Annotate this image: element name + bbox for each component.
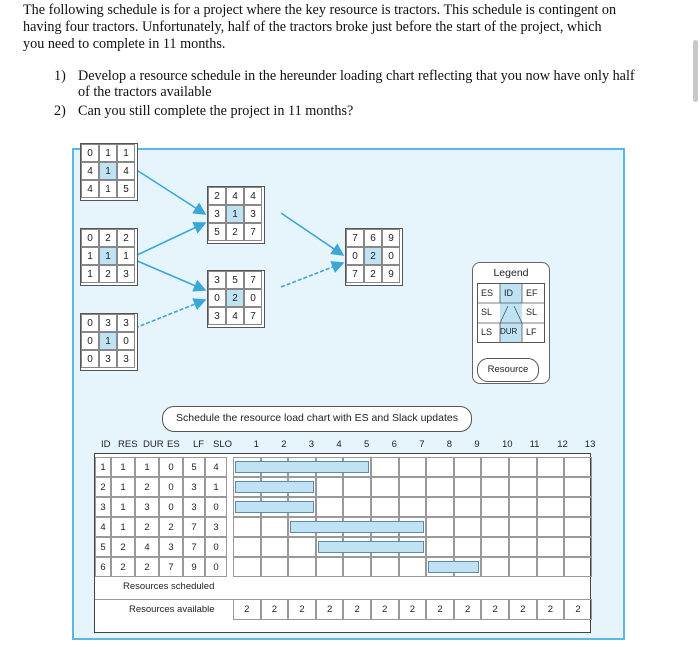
legend-dur: DUR [500, 327, 518, 336]
resource-available-cell: 2 [454, 599, 482, 620]
table-cell-lf: 9 [183, 557, 205, 577]
node-cell: 4 [81, 180, 99, 198]
legend-resource: Resource [477, 358, 539, 382]
grid-cell[interactable] [454, 457, 482, 477]
table-cell-es: 0 [159, 457, 183, 477]
grid-cell[interactable] [399, 477, 427, 497]
col-header-lf: LF [193, 439, 205, 450]
node-6 [345, 228, 403, 286]
node-cell: 0 [346, 247, 364, 265]
node-cell: 1 [226, 205, 244, 223]
node-cell: 0 [81, 314, 99, 332]
table-cell-dur: 3 [135, 497, 159, 517]
grid-cell[interactable] [564, 537, 592, 557]
grid-cell[interactable] [537, 477, 565, 497]
table-cell-id: 4 [95, 517, 111, 537]
node-cell: 0 [81, 332, 99, 350]
col-header-res: RES [118, 439, 138, 450]
intro-line: you need to complete in 11 months. [23, 36, 226, 52]
grid-cell[interactable] [454, 517, 482, 537]
grid-cell[interactable] [509, 457, 537, 477]
grid-cell[interactable] [454, 497, 482, 517]
grid-cell[interactable] [288, 557, 316, 577]
period-header: 9 [474, 439, 480, 450]
node-cell: 1 [81, 265, 99, 283]
resource-available-cell: 2 [537, 599, 565, 620]
period-header: 4 [336, 439, 342, 450]
table-cell-dur: 2 [135, 477, 159, 497]
grid-cell[interactable] [288, 537, 316, 557]
legend-sl-left: SL [481, 307, 493, 317]
grid-cell[interactable] [481, 497, 509, 517]
resource-available-cell: 2 [343, 599, 371, 620]
table-cell-res: 1 [111, 457, 135, 477]
table-cell-lf: 3 [183, 477, 205, 497]
grid-cell[interactable] [261, 517, 289, 537]
grid-cell[interactable] [343, 477, 371, 497]
node-cell: 3 [244, 205, 262, 223]
arrow-2-4 [135, 223, 205, 256]
table-cell-res: 1 [111, 497, 135, 517]
period-header: 5 [364, 439, 370, 450]
period-header: 10 [502, 439, 513, 450]
table-cell-es: 0 [159, 477, 183, 497]
grid-cell[interactable] [261, 557, 289, 577]
legend-title: Legend [493, 267, 529, 279]
grid-cell[interactable] [261, 537, 289, 557]
grid-cell[interactable] [399, 557, 427, 577]
grid-cell[interactable] [343, 557, 371, 577]
node-cell: 3 [99, 350, 117, 368]
node-cell: 5 [117, 180, 135, 198]
legend-lf: LF [526, 327, 537, 337]
resource-available-cell: 2 [288, 599, 316, 620]
activity-bar-1 [235, 461, 369, 473]
grid-cell[interactable] [371, 557, 399, 577]
node-cell: 2 [364, 265, 382, 283]
activity-bar-4 [290, 521, 424, 533]
grid-cell[interactable] [509, 557, 537, 577]
grid-cell[interactable] [454, 537, 482, 557]
arrow-3-5 [135, 300, 205, 328]
table-cell-lf: 5 [183, 457, 205, 477]
node-cell: 0 [81, 229, 99, 247]
grid-cell[interactable] [316, 477, 344, 497]
resource-available-cell: 2 [233, 599, 261, 620]
arrow-2-5 [135, 260, 205, 290]
grid-cell[interactable] [509, 517, 537, 537]
period-header: 6 [391, 439, 397, 450]
node-cell: 3 [117, 265, 135, 283]
grid-cell[interactable] [343, 497, 371, 517]
node-cell: 1 [117, 247, 135, 265]
intro-line: The following schedule is for a project where the key resource is tractors. This schedule is contingent on [23, 2, 617, 18]
grid-cell[interactable] [509, 537, 537, 557]
table-cell-es: 0 [159, 497, 183, 517]
node-2 [80, 228, 138, 286]
node-cell: 2 [226, 223, 244, 241]
node-cell: 2 [117, 229, 135, 247]
table-cell-id: 1 [95, 457, 111, 477]
table-cell-res: 2 [111, 537, 135, 557]
activity-bar-6 [428, 561, 479, 573]
table-cell-slo: 4 [205, 457, 227, 477]
node-cell: 2 [99, 229, 117, 247]
grid-cell[interactable] [481, 517, 509, 537]
grid-cell[interactable] [233, 557, 261, 577]
grid-cell[interactable] [399, 497, 427, 517]
resource-available-cell: 2 [509, 599, 537, 620]
grid-cell[interactable] [426, 517, 454, 537]
period-header: 11 [529, 439, 540, 450]
activity-bar-5 [318, 541, 424, 553]
table-cell-lf: 7 [183, 537, 205, 557]
grid-cell[interactable] [509, 477, 537, 497]
table-cell-lf: 3 [183, 497, 205, 517]
resources-scheduled-label: Resources scheduled [123, 581, 215, 592]
table-cell-dur: 2 [135, 517, 159, 537]
resource-load-chart [94, 453, 591, 633]
table-cell-id: 3 [95, 497, 111, 517]
resource-available-cell: 2 [426, 599, 454, 620]
col-header-es: ES [167, 439, 180, 450]
table-cell-id: 6 [95, 557, 111, 577]
table-cell-slo: 0 [205, 497, 227, 517]
node-cell: 9 [382, 265, 400, 283]
grid-cell[interactable] [537, 457, 565, 477]
grid-cell[interactable] [426, 537, 454, 557]
grid-cell[interactable] [481, 557, 509, 577]
arrow-1-4 [135, 169, 205, 214]
intro-line: having four tractors. Unfortunately, half of the tractors broke just before the start of the project, which [23, 19, 602, 35]
table-cell-res: 2 [111, 557, 135, 577]
node-cell: 2 [208, 187, 226, 205]
grid-cell[interactable] [399, 457, 427, 477]
chart-instruction-banner: Schedule the resource load chart with ES and Slack updates [162, 406, 472, 432]
col-header-slo: SLO [213, 439, 233, 450]
table-cell-dur: 2 [135, 557, 159, 577]
grid-cell[interactable] [233, 537, 261, 557]
node-cell: 4 [117, 162, 135, 180]
grid-cell[interactable] [481, 457, 509, 477]
node-cell: 5 [226, 271, 244, 289]
period-header: 13 [584, 439, 596, 450]
node-cell: 4 [244, 187, 262, 205]
node-cell: 1 [81, 247, 99, 265]
table-cell-es: 2 [159, 517, 183, 537]
grid-cell[interactable] [371, 497, 399, 517]
grid-cell[interactable] [371, 477, 399, 497]
grid-cell[interactable] [316, 497, 344, 517]
node-cell: 0 [244, 289, 262, 307]
node-cell: 4 [226, 187, 244, 205]
node-cell: 9 [382, 229, 400, 247]
table-cell-dur: 4 [135, 537, 159, 557]
table-cell-id: 2 [95, 477, 111, 497]
node-5 [207, 270, 265, 328]
grid-cell[interactable] [564, 497, 592, 517]
node-cell: 1 [99, 144, 117, 162]
grid-cell[interactable] [537, 517, 565, 537]
node-cell: 2 [226, 289, 244, 307]
node-cell: 1 [117, 144, 135, 162]
table-cell-slo: 0 [205, 557, 227, 577]
node-cell: 5 [208, 223, 226, 241]
node-cell: 1 [99, 162, 117, 180]
grid-cell[interactable] [564, 557, 592, 577]
grid-cell[interactable] [426, 457, 454, 477]
node-3 [80, 313, 138, 371]
node-cell: 1 [99, 332, 117, 350]
grid-cell[interactable] [537, 557, 565, 577]
activity-bar-2 [235, 481, 314, 493]
col-header-id: ID [101, 439, 111, 450]
node-4 [207, 186, 265, 244]
table-cell-es: 7 [159, 557, 183, 577]
resource-available-cell: 2 [481, 599, 509, 620]
table-cell-slo: 0 [205, 537, 227, 557]
arrow-5-6 [281, 263, 343, 287]
node-cell: 0 [208, 289, 226, 307]
activity-bar-3 [235, 501, 314, 513]
grid-cell[interactable] [537, 497, 565, 517]
legend-id: ID [504, 288, 513, 298]
arrow-4-6 [281, 213, 343, 255]
question-number: 1) [54, 68, 66, 84]
question-line: of the tractors available [78, 84, 212, 100]
table-cell-res: 1 [111, 517, 135, 537]
node-cell: 7 [346, 265, 364, 283]
node-cell: 0 [81, 144, 99, 162]
table-cell-lf: 7 [183, 517, 205, 537]
node-1 [80, 143, 138, 201]
grid-cell[interactable] [509, 497, 537, 517]
table-cell-slo: 3 [205, 517, 227, 537]
table-cell-dur: 1 [135, 457, 159, 477]
table-cell-es: 3 [159, 537, 183, 557]
node-cell: 1 [99, 247, 117, 265]
resources-available-label: Resources available [129, 604, 215, 615]
grid-cell[interactable] [564, 517, 592, 537]
node-cell: 2 [364, 247, 382, 265]
grid-cell[interactable] [233, 517, 261, 537]
node-cell: 3 [208, 271, 226, 289]
period-header: 2 [281, 439, 287, 450]
legend-ef: EF [526, 288, 538, 298]
node-cell: 2 [99, 265, 117, 283]
period-header: 1 [253, 439, 259, 450]
node-cell: 7 [244, 223, 262, 241]
grid-cell[interactable] [481, 477, 509, 497]
col-header-dur: DUR [143, 439, 164, 450]
grid-cell[interactable] [426, 497, 454, 517]
node-cell: 0 [382, 247, 400, 265]
grid-cell[interactable] [537, 537, 565, 557]
node-cell: 7 [346, 229, 364, 247]
node-cell: 3 [117, 314, 135, 332]
grid-cell[interactable] [454, 477, 482, 497]
node-cell: 3 [208, 205, 226, 223]
period-header: 8 [446, 439, 453, 450]
period-header: 7 [419, 439, 425, 450]
table-cell-res: 1 [111, 477, 135, 497]
resource-available-cell: 2 [261, 599, 289, 620]
legend-sl-right: SL [526, 307, 538, 317]
period-header: 3 [308, 439, 315, 450]
node-cell: 7 [244, 271, 262, 289]
grid-cell[interactable] [564, 477, 592, 497]
node-cell: 1 [99, 180, 117, 198]
grid-cell[interactable] [426, 477, 454, 497]
question-text: Can you still complete the project in 11 months? [78, 103, 354, 119]
node-cell: 3 [117, 350, 135, 368]
node-cell: 4 [226, 307, 244, 325]
table-cell-slo: 1 [205, 477, 227, 497]
question-number: 2) [54, 103, 66, 119]
legend-ls: LS [481, 327, 493, 337]
period-header: 12 [557, 439, 568, 450]
grid-cell[interactable] [564, 457, 592, 477]
grid-cell[interactable] [371, 457, 399, 477]
node-cell: 3 [208, 307, 226, 325]
legend-es: ES [481, 288, 494, 298]
node-cell: 7 [244, 307, 262, 325]
table-cell-id: 5 [95, 537, 111, 557]
resource-available-cell: 2 [371, 599, 399, 620]
node-cell: 0 [117, 332, 135, 350]
resource-available-cell: 2 [564, 599, 592, 620]
node-cell: 3 [99, 314, 117, 332]
node-cell: 4 [81, 162, 99, 180]
resource-available-cell: 2 [316, 599, 344, 620]
resource-available-cell: 2 [399, 599, 427, 620]
legend-box [477, 283, 545, 343]
grid-cell[interactable] [481, 537, 509, 557]
grid-cell[interactable] [316, 557, 344, 577]
question-line: Develop a resource schedule in the hereunder loading chart reflecting that you now have only half [78, 68, 635, 84]
node-cell: 6 [364, 229, 382, 247]
node-cell: 0 [81, 350, 99, 368]
